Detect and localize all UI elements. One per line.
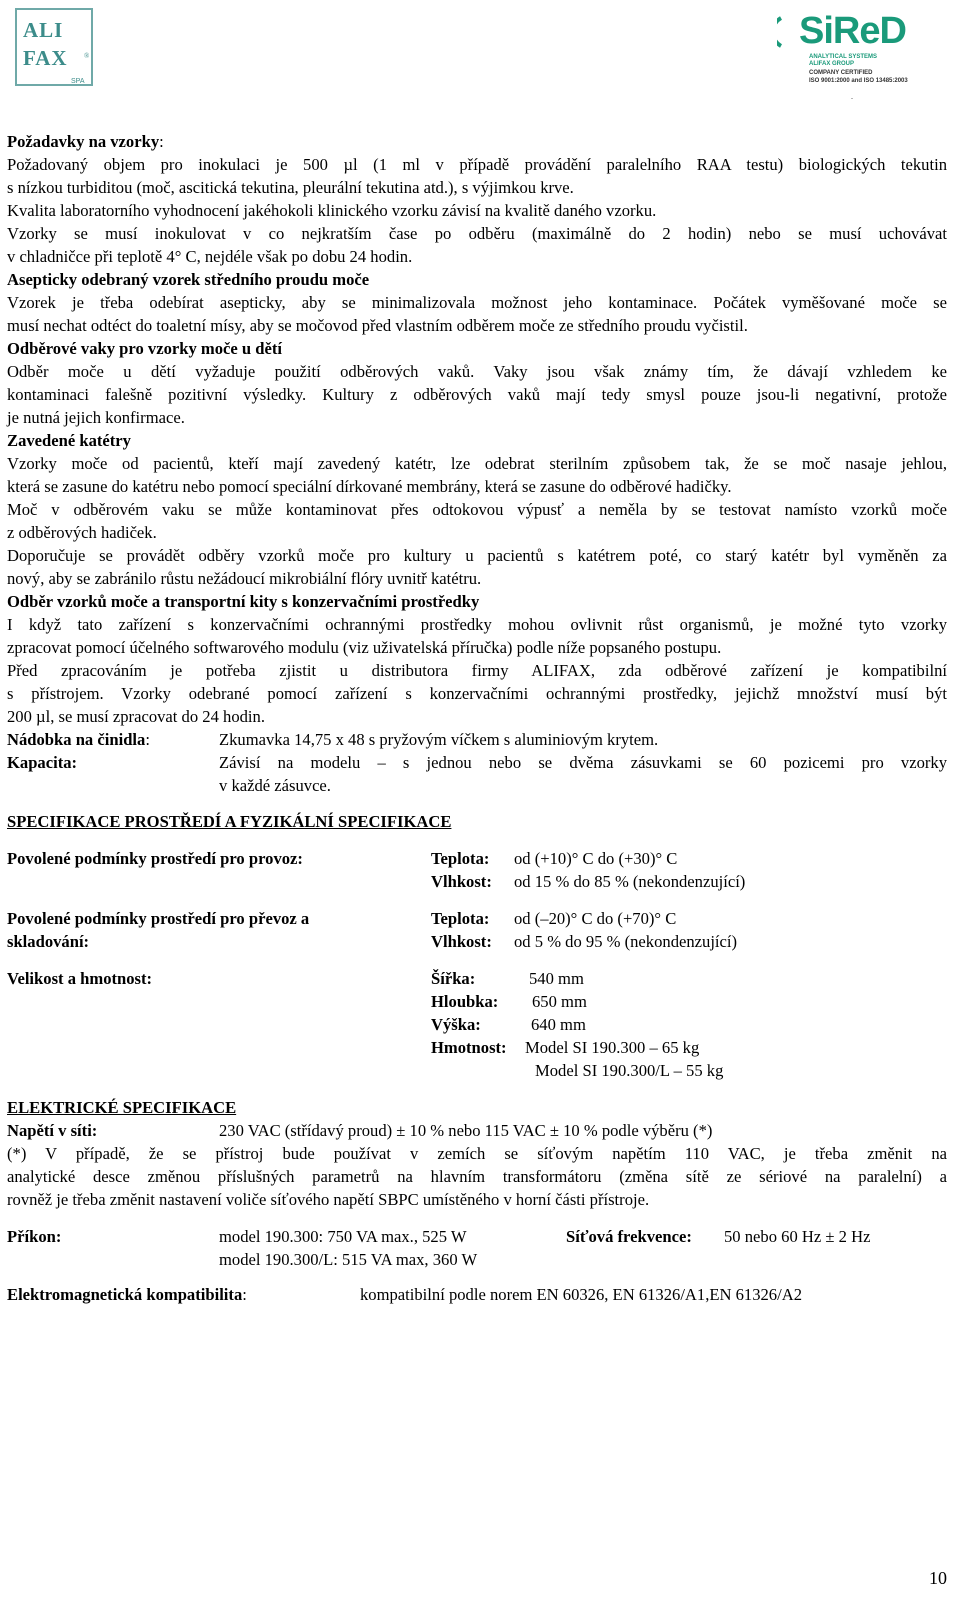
req-p3-line1: Vzorky se musí inokulovat v co nejkratším čase po odběru (maximálně do 2 hodin) nebo se musí uchovávat	[7, 224, 947, 243]
asep-line1: Vzorek je třeba odebírat asepticky, aby se minimalizovala možnost jeho kontaminace. Počátek vyměšované moče se	[7, 293, 947, 312]
cath-title: Zavedené katétry	[7, 431, 131, 450]
elec-voltage-value: 230 VAC (střídavý proud) ± 10 % nebo 115 VAC ± 10 % podle výběru (*)	[219, 1121, 713, 1140]
capacity-line2: v každé zásuvce.	[219, 776, 331, 795]
asep-line2: musí nechat odtéct do toaletní mísy, aby se močovod před vlastním odběrem moče ze středního proudu vyčistil.	[7, 316, 748, 335]
alifax-logo-sub: SPA	[71, 78, 85, 85]
cath-line2: která se zasune do katétru nebo pomocí speciální dírkované membrány, která se zasune do odběrové hadičky.	[7, 477, 732, 496]
alifax-logo-line1: ALI	[23, 18, 64, 42]
bags-title: Odběrové vaky pro vzorky moče u dětí	[7, 339, 283, 358]
env-weight-value1: Model SI 190.300 – 65 kg	[525, 1038, 700, 1057]
env-height-value: 640 mm	[531, 1015, 586, 1034]
bags-line2: kontaminaci falešně pozitivní výsledky. Kultury z odběrových vaků mají tedy smysl pouze jsou-li negativní, protože	[7, 385, 947, 404]
cath-line5: Doporučuje se provádět odběry vzorků moče pro kultury u pacientů s katétrem poté, co starý katétr byl vyměněn za	[7, 546, 947, 565]
sired-logo-dot: .	[851, 92, 853, 101]
env-size-label: Velikost a hmotnost:	[7, 969, 153, 988]
elec-power-value1: model 190.300: 750 VA max., 525 W	[219, 1227, 467, 1246]
req-title: Požadavky na vzorky	[7, 132, 160, 151]
sired-logo-line2: ALIFAX GROUP	[809, 61, 855, 67]
elec-emc-label: Elektromagnetická kompatibilita	[7, 1285, 243, 1304]
sired-logo-line1: ANALYTICAL SYSTEMS	[809, 54, 878, 60]
elec-note-line3: rovněž je třeba změnit nastavení voliče síťového napětí SBPC umístěného v horní části přístroje.	[7, 1190, 650, 1209]
cath-line4: z odběrových hadiček.	[7, 523, 157, 542]
vessel-label-row	[7, 728, 150, 751]
env-st-hum-label: Vlhkost:	[431, 932, 492, 951]
env-st-label-line2: skladování:	[7, 932, 90, 951]
env-depth-value: 650 mm	[532, 992, 587, 1011]
env-op-hum-label: Vlhkost:	[431, 872, 492, 891]
req-heading	[7, 130, 164, 153]
req-p1-line2: s nízkou turbiditou (moč, ascitická tekutina, pleurální tekutina atd.), s výjimkou krve.	[7, 178, 574, 197]
alifax-logo-registered: ®	[84, 52, 90, 60]
env-height-label: Výška:	[431, 1015, 481, 1034]
elec-voltage-label: Napětí v síti:	[7, 1121, 98, 1140]
capacity-label: Kapacita:	[7, 753, 78, 772]
cath-line3: Moč v odběrovém vaku se může kontaminovat přes odtokovou výpusť a neměla by se testovat namísto vzorků moče	[7, 500, 947, 519]
elec-title: ELEKTRICKÉ SPECIFIKACE	[7, 1098, 237, 1117]
env-weight-label: Hmotnost:	[431, 1038, 507, 1057]
env-width-value: 540 mm	[529, 969, 584, 988]
sired-logo-line4: ISO 9001:2000 and ISO 13485:2003	[809, 78, 908, 84]
kits-title: Odběr vzorků moče a transportní kity s konzervačními prostředky	[7, 592, 480, 611]
alifax-logo-line2: FAX	[23, 46, 68, 70]
capacity-line1: Závisí na modelu – s jednou nebo se dvěma zásuvkami se 60 pozicemi pro vzorky	[219, 753, 947, 772]
vessel-label: Nádobka na činidla	[7, 730, 146, 749]
env-op-hum-value: od 15 % do 85 % (nekondenzující)	[514, 872, 746, 891]
req-p1-line1: Požadovaný objem pro inokulaci je 500 µl (1 ml v případě provádění paralelního RAA testu) biologických tekutin	[7, 155, 947, 174]
bags-line1: Odběr moče u dětí vyžaduje použití odběrových vaků. Vaky jsou však známy tím, že dávají vzhledem ke	[7, 362, 947, 381]
sired-logo-word: SiReD	[799, 10, 906, 52]
sired-logo-line3: COMPANY CERTIFIED	[809, 70, 873, 76]
cath-line1: Vzorky moče od pacientů, kteří mají zavedený katétr, lze odebrat sterilním způsobem tak, že se moč nasaje jehlou,	[7, 454, 947, 473]
elec-note-line1: (*) V případě, že se přístroj bude používat v zemích se síťovým napětím 110 VAC, je třeba změnit na	[7, 1144, 947, 1163]
env-op-label: Povolené podmínky prostředí pro provoz:	[7, 849, 303, 868]
elec-emc-colon: :	[242, 1285, 247, 1304]
elec-freq-label: Síťová frekvence:	[566, 1227, 692, 1246]
req-colon: :	[159, 132, 164, 151]
elec-emc-value: kompatibilní podle norem EN 60326, EN 61326/A1,EN 61326/A2	[360, 1285, 802, 1304]
req-p3-line2: v chladničce při teplotě 4° C, nejdéle však po dobu 24 hodin.	[7, 247, 413, 266]
kits-line3: Před zpracováním je potřeba zjistit u distributora firmy ALIFAX, zda odběrové zařízení je kompatibilní	[7, 661, 947, 680]
env-st-temp-value: od (–20)° C do (+70)° C	[514, 909, 677, 928]
elec-power-value2: model 190.300/L: 515 VA max, 360 W	[219, 1250, 478, 1269]
env-width-label: Šířka:	[431, 969, 476, 988]
kits-line5: 200 µl, se musí zpracovat do 24 hodin.	[7, 707, 265, 726]
env-weight-value2: Model SI 190.300/L – 55 kg	[535, 1061, 724, 1080]
env-title: SPECIFIKACE PROSTŘEDÍ A FYZIKÁLNÍ SPECIFIKACE	[7, 812, 452, 831]
document-page	[7, 0, 953, 1602]
bags-line3: je nutná jejich konfirmace.	[7, 408, 185, 427]
env-st-label-line1: Povolené podmínky prostředí pro převoz a	[7, 909, 310, 928]
elec-power-label: Příkon:	[7, 1227, 62, 1246]
req-p2: Kvalita laboratorního vyhodnocení jakéhokoli klinického vzorku závisí na kvalitě daného vzorku.	[7, 201, 657, 220]
kits-line2: zpracovat pomocí účelného softwarového modulu (viz uživatelská příručka) podle níže popsaného postupu.	[7, 638, 722, 657]
elec-note-line2: analytické desce změnou příslušných parametrů na hlavním transformátoru (změna sítě ze sériové na paralelní) a	[7, 1167, 947, 1186]
elec-emc-label-row	[7, 1283, 247, 1306]
kits-line1: I když tato zařízení s konzervačními ochrannými prostředky mohou ovlivnit růst organismů, je možné tyto vzorky	[7, 615, 947, 634]
vessel-colon: :	[145, 730, 150, 749]
page-number: 10	[929, 1568, 947, 1588]
sired-logo	[777, 10, 917, 101]
alifax-logo	[15, 8, 99, 92]
env-st-hum-value: od 5 % do 95 % (nekondenzující)	[514, 932, 738, 951]
env-depth-label: Hloubka:	[431, 992, 499, 1011]
asep-title: Asepticky odebraný vzorek středního proudu moče	[7, 270, 370, 289]
env-op-temp-label: Teplota:	[431, 849, 490, 868]
vessel-value: Zkumavka 14,75 x 48 s pryžovým víčkem s aluminiovým krytem.	[219, 730, 659, 749]
env-op-temp-value: od (+10)° C do (+30)° C	[514, 849, 678, 868]
kits-line4: s přístrojem. Vzorky odebrané pomocí zařízení s konzervačními ochrannými prostředky, jejichž množství musí být	[7, 684, 947, 703]
cath-line6: nový, aby se zabránilo růstu nežádoucí mikrobiální flóry uvnitř katétru.	[7, 569, 482, 588]
elec-freq-value: 50 nebo 60 Hz ± 2 Hz	[724, 1227, 871, 1246]
env-st-temp-label: Teplota:	[431, 909, 490, 928]
